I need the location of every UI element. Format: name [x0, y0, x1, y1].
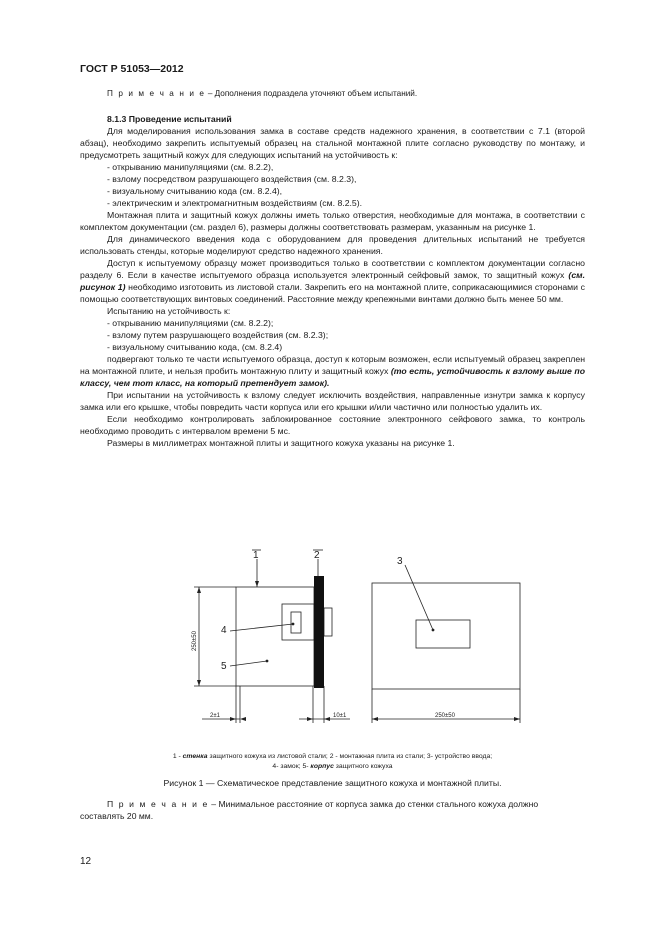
leader-4: [230, 624, 293, 631]
lock-knob: [324, 608, 332, 636]
lock-cylinder: [291, 612, 301, 633]
paragraph-6-emphasis: (то есть, устойчивость к взлому выше по классу, чем тот класс, на который претендует замок).: [80, 366, 585, 388]
paragraph-6-part-a: подвергают только те части испытуемого образца, доступ к которым возможен, если испытуемый образец закреплен на монтажной плите, и нельзя пробить монтажную плиту и защитный кожух: [80, 354, 585, 376]
note-2-text: – Минимальное расстояние от корпуса замка до стенки стального кожуха должно составлять 20 мм.: [80, 799, 539, 821]
lock-outline: [282, 604, 314, 640]
paragraph-1: Для моделирования использования замка в составе средств надежного хранения, в соответствии с 7.1 (второй абзац), необходимо закрепить испытуемый образец на стальной монтажной плите согласно руководству по монтажу, и предусмотреть защитный кожух для следующих испытаний на устойчивость к:: [80, 126, 585, 160]
paragraph-6: [80, 353, 585, 389]
paragraph-9: Размеры в миллиметрах монтажной плиты и защитного кожуха указаны на рисунке 1.: [107, 438, 455, 448]
legend-emphasis: корпус: [310, 763, 334, 770]
label-2: 2: [314, 550, 320, 561]
standard-header: ГОСТ Р 51053—2012: [80, 63, 184, 75]
page-number: 12: [80, 856, 92, 867]
width-dimension-label: 250±50: [435, 713, 455, 719]
list-item: - открыванию манипуляциями (см. 8.2.2),: [107, 162, 274, 172]
gap-dimension-label: 2±1: [210, 713, 220, 719]
figure-caption: Рисунок 1 — Схематическое представление защитного кожуха и монтажной плиты.: [163, 778, 502, 788]
legend-text: защитного кожуха: [333, 763, 393, 770]
figure-1-diagram: [172, 547, 532, 727]
section-title: 8.1.3 Проведение испытаний: [107, 114, 232, 124]
paragraph-4: [80, 257, 585, 305]
mounting-plate: [314, 576, 324, 688]
list-item: - визуальному считыванию кода (см. 8.2.4),: [107, 186, 283, 196]
list-item: - визуальному считыванию кода, (см. 8.2.4): [107, 342, 283, 352]
paragraph-8: Если необходимо контролировать заблокированное состояние электронного сейфового замка, то контроль необходимо проводить с интервалом времени 5 мс.: [80, 414, 585, 436]
figure-legend-line-2: [80, 762, 585, 772]
paragraph-3: Для динамического введения кода с оборудованием для проведения длительных испытаний не требуется использовать стенды, которые моделируют средство надежного хранения.: [80, 234, 585, 256]
note-1-label: П р и м е ч а н и е: [107, 89, 206, 98]
paragraph-2: Монтажная плита и защитный кожух должны иметь только отверстия, необходимые для монтажа, в соответствии с комплектом документации (см. раздел 6), размеры должны соответствовать размерам, указанным на рисунке 1.: [80, 210, 585, 232]
section-8-1-3: [80, 113, 585, 449]
leader-5: [230, 661, 267, 666]
plate-dimension-label: 10±1: [333, 713, 347, 719]
legend-text: 1 -: [172, 753, 183, 760]
list-item: - взлому путем разрушающего воздействия (см. 8.2.3);: [107, 330, 329, 340]
note-2: [80, 798, 585, 822]
legend-text: 4- замок; 5-: [272, 763, 311, 770]
note-1-text: – Дополнения подраздела уточняют объем испытаний.: [205, 89, 418, 98]
list-item: - открыванию манипуляциями (см. 8.2.2);: [107, 318, 274, 328]
label-5: 5: [221, 661, 227, 672]
height-dimension-label: 250±50: [192, 631, 198, 651]
paragraph-7: При испытании на устойчивость к взлому следует исключить воздействия, направленные изнутри замка к корпусу замка или его крышке, чтобы повредить части корпуса или его крышки и/или частично или полностью удалить их.: [80, 390, 585, 412]
legend-emphasis: стенка: [182, 753, 208, 760]
housing-outline: [236, 587, 314, 686]
label-4: 4: [221, 625, 227, 636]
legend-text: защитного кожуха из листовой стали; 2 - монтажная плита из стали; 3- устройство ввода;: [207, 753, 493, 760]
label-3: 3: [397, 556, 403, 567]
note-2-label: П р и м е ч а н и е: [107, 799, 209, 809]
input-device: [416, 620, 470, 648]
list-item: - электрическим и электромагнитным воздействиям (см. 8.2.5).: [107, 198, 363, 208]
paragraph-4-part-a: Доступ к испытуемому образцу может производиться только в соответствии с комплектом документации согласно разделу 6. Если в качестве испытуемого образца используется электронный сейфовый замок, то защитный кожух: [80, 258, 585, 280]
label-1: 1: [253, 550, 259, 561]
paragraph-4-part-c: необходимо изготовить из листовой стали. Закрепить его на монтажной плите, соприкасающимися сторонами с помощью соответствующих винтовых соединений. Расстояние между крепежными винтами должно быть менее 50 мм.: [80, 282, 585, 304]
input-device-panel: [372, 583, 520, 689]
paragraph-5: Испытанию на устойчивость к:: [107, 306, 231, 316]
figure-reference: (см. рисунок 1): [80, 270, 585, 292]
note-1: [80, 88, 585, 100]
figure-legend-line-1: [80, 752, 585, 762]
list-item: - взлому посредством разрушающего воздействия (см. 8.2.3),: [107, 174, 357, 184]
